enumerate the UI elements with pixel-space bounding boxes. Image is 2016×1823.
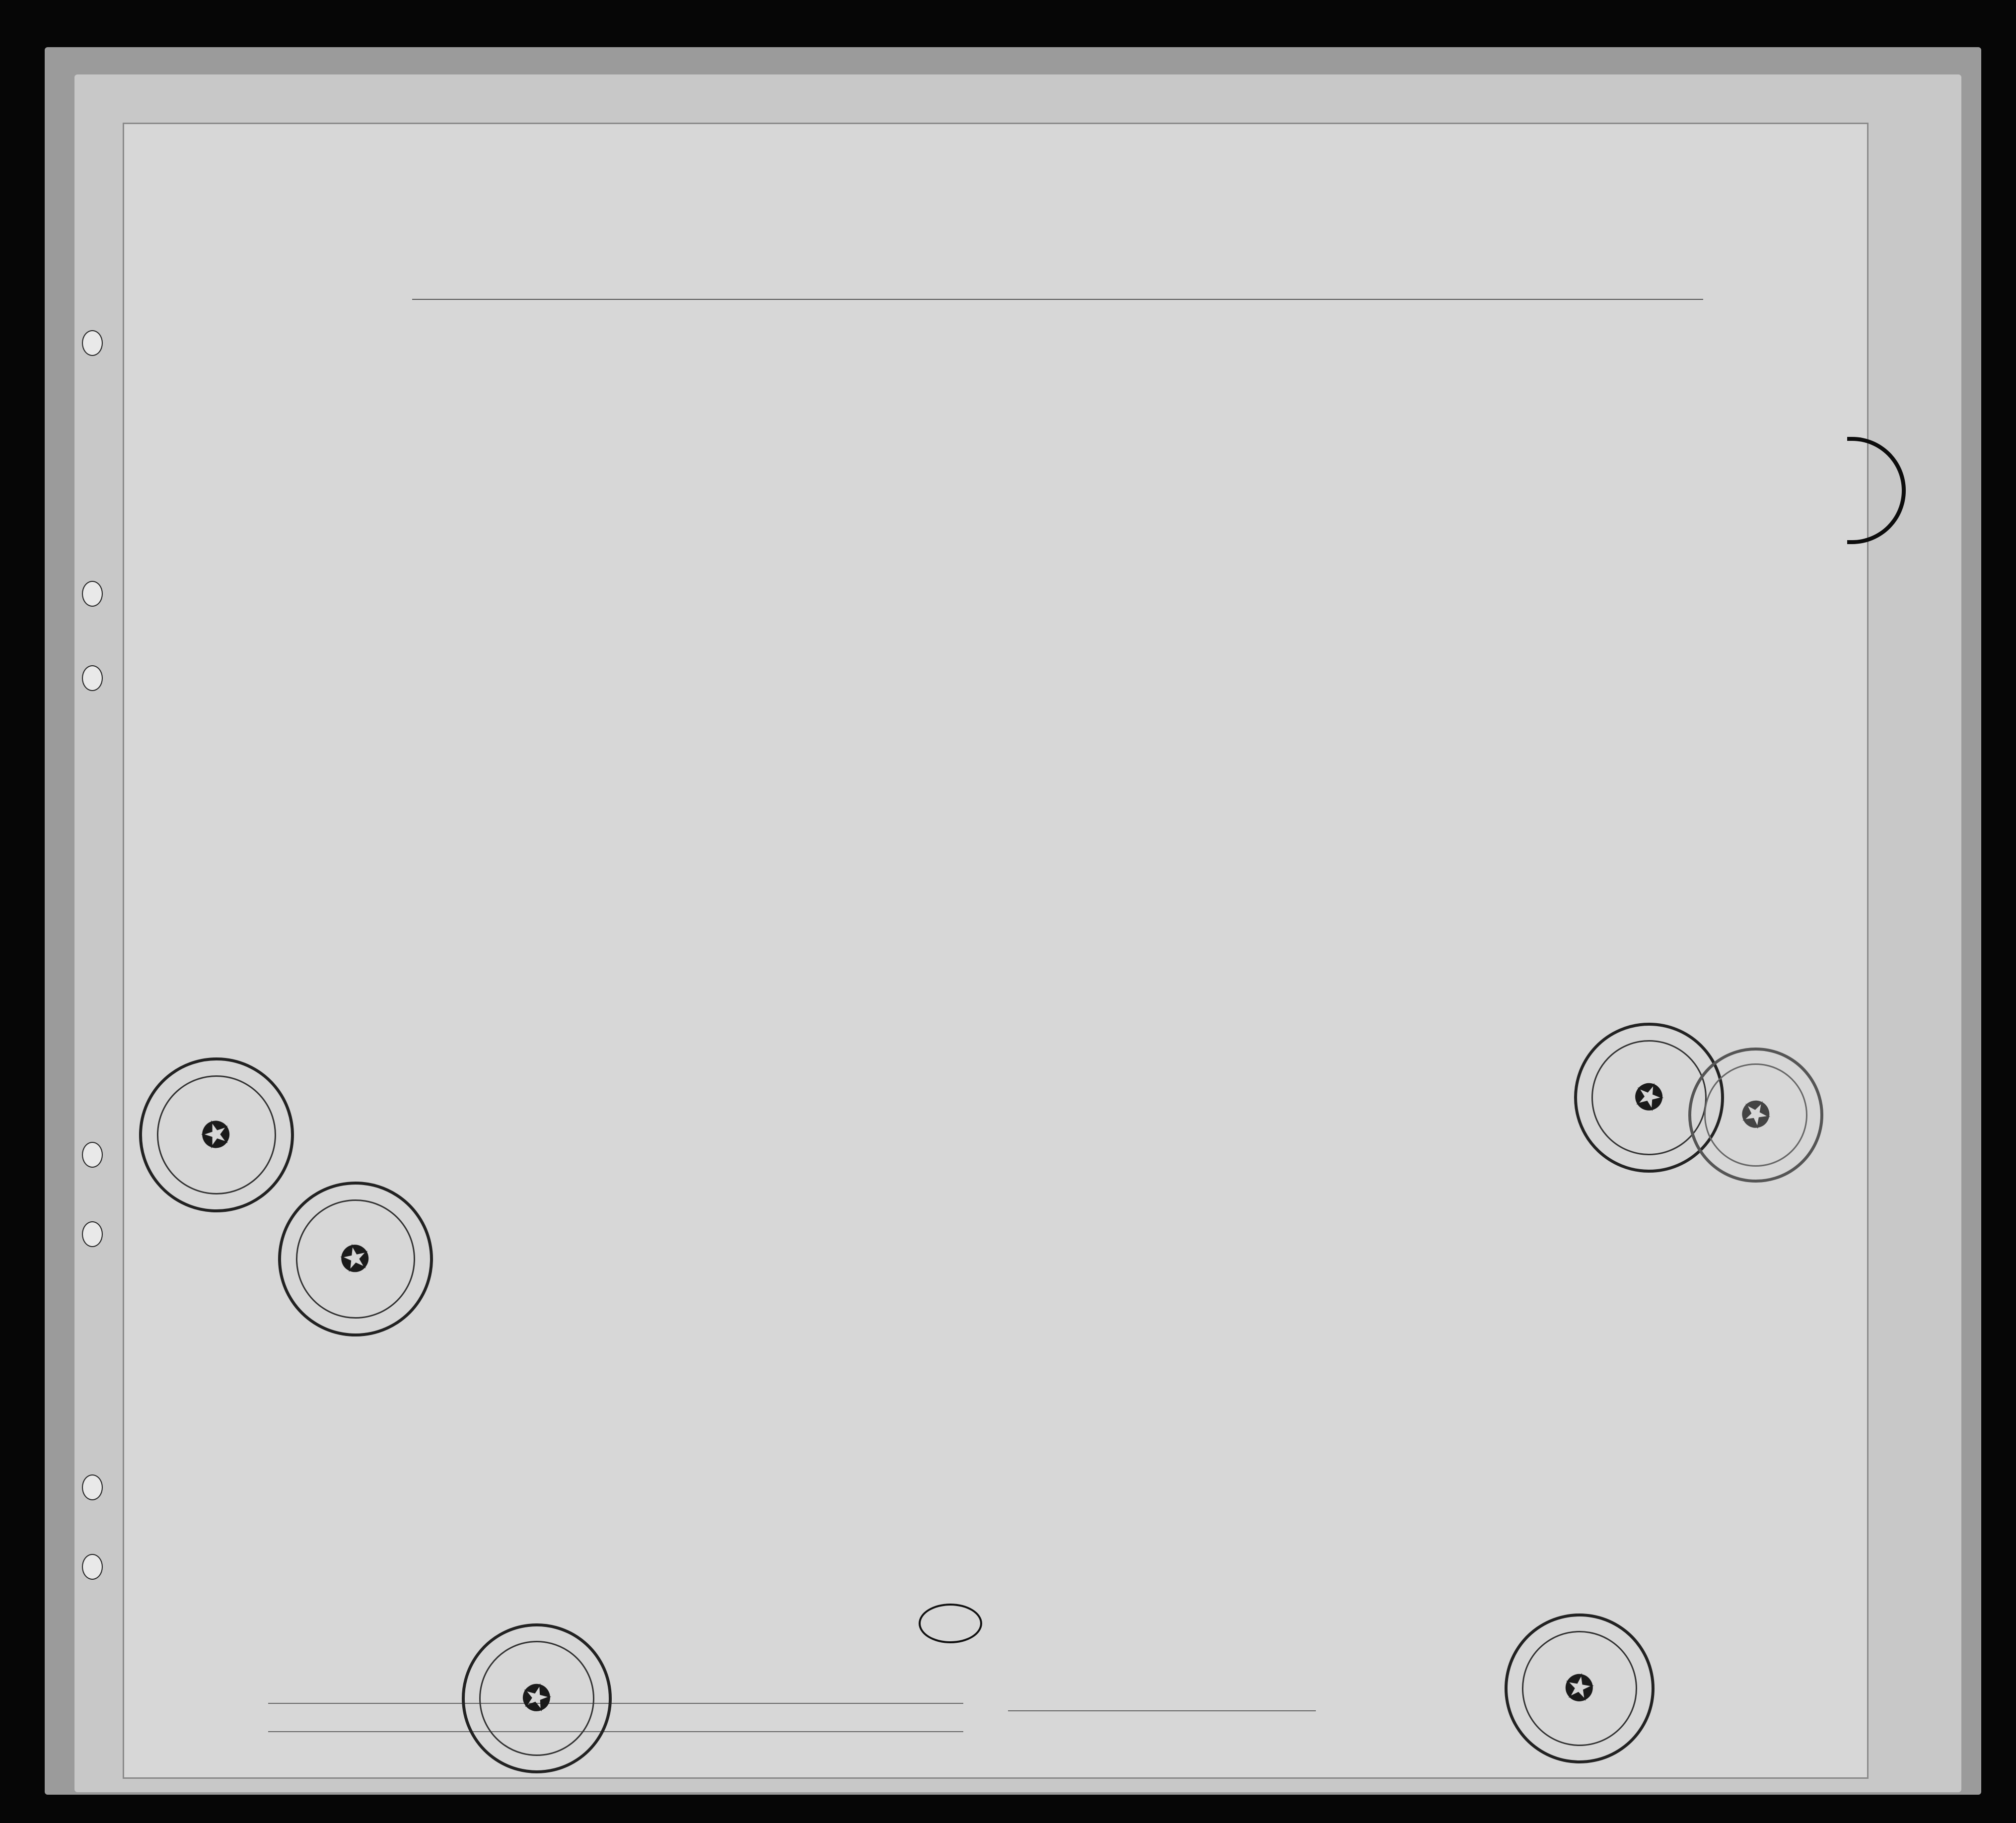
eagle-icon: ✪ xyxy=(337,1237,374,1281)
footer-line-rule xyxy=(268,1703,963,1704)
punch-hole xyxy=(82,665,103,691)
punch-hole xyxy=(82,330,103,356)
punch-hole xyxy=(82,581,103,607)
cancellation-marks xyxy=(124,124,1867,1777)
inspector-rule xyxy=(1008,1710,1316,1711)
punch-hole xyxy=(82,1142,103,1168)
eagle-icon: ✪ xyxy=(1628,1074,1670,1122)
eagle-icon: ✪ xyxy=(517,1676,557,1721)
eagle-icon: ✪ xyxy=(1733,1091,1779,1139)
manifest-sheet xyxy=(124,124,1867,1777)
punch-hole xyxy=(82,1554,103,1580)
punch-hole xyxy=(82,1474,103,1500)
eagle-icon: ✪ xyxy=(1561,1667,1598,1710)
eagle-icon: ✪ xyxy=(196,1112,237,1158)
total-count-circle xyxy=(919,1604,982,1643)
punch-hole xyxy=(82,1221,103,1247)
footer-owners-rule xyxy=(268,1731,963,1732)
